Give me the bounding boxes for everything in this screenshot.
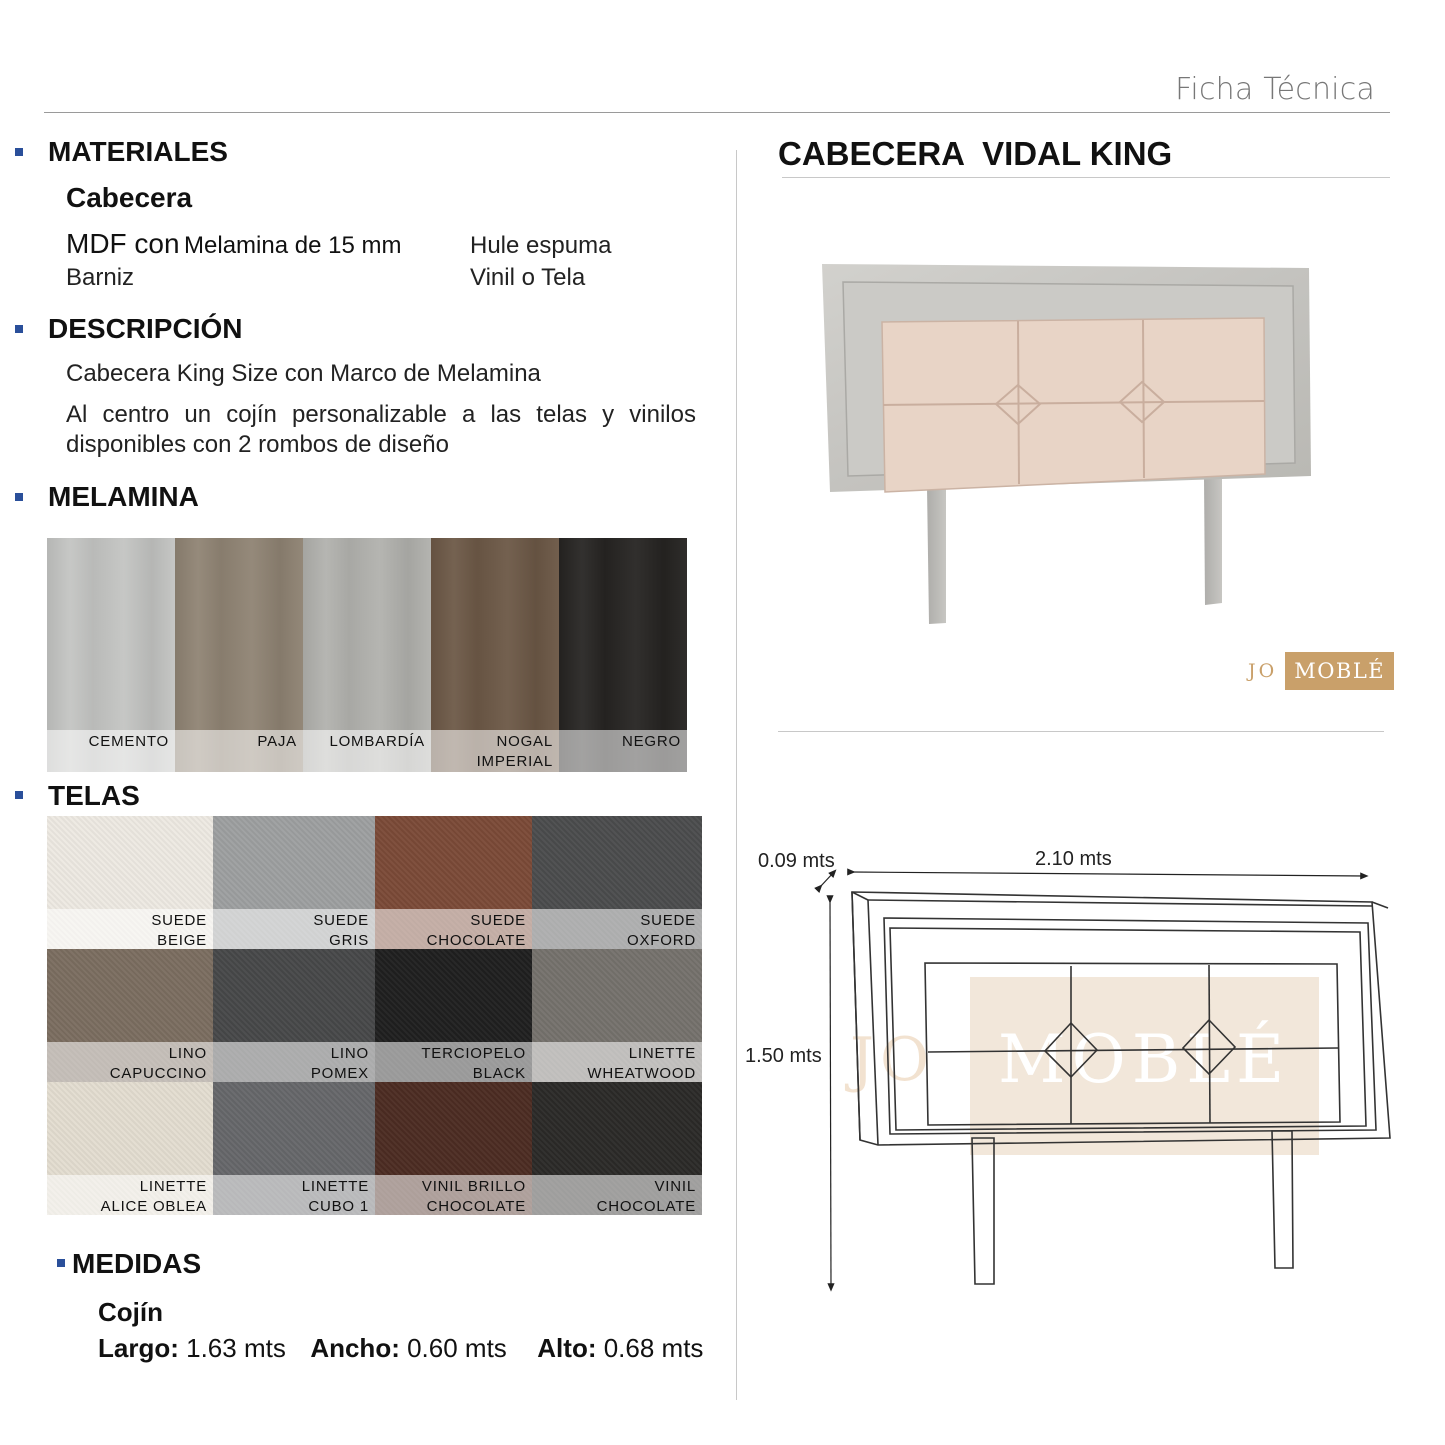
header-divider	[44, 112, 1390, 113]
melamina-label-line1: LOMBARDÍA	[329, 733, 425, 750]
tela-label-line1: SUEDE	[640, 912, 696, 929]
tela-label-line2: POMEX	[310, 1065, 369, 1082]
melamina-swatch-grid	[47, 538, 687, 772]
tela-swatch-label	[213, 1175, 375, 1215]
melamina-swatch-label	[559, 730, 687, 772]
materiales-subtitle: Cabecera	[66, 182, 193, 213]
section-title-descripcion: DESCRIPCIÓN	[48, 313, 243, 344]
tela-label-line2: BEIGE	[157, 932, 207, 949]
melamina-swatch-label	[47, 730, 175, 772]
tela-swatch-label	[47, 1042, 213, 1082]
height-arrow	[830, 900, 831, 1288]
section-title-materiales: MATERIALES	[48, 136, 228, 167]
tela-label-line1: LINO	[330, 1045, 369, 1062]
largo-value: 1.63 mts	[186, 1333, 286, 1363]
headboard-leg-right	[1204, 476, 1222, 605]
section-title-melamina: MELAMINA	[48, 481, 199, 512]
tela-label-line1: SUEDE	[151, 912, 207, 929]
tela-label-line1: SUEDE	[470, 912, 526, 929]
materiales-line2: Barniz	[66, 264, 135, 291]
tela-label-line2: GRIS	[329, 932, 369, 949]
tela-swatch-label	[47, 1175, 213, 1215]
tela-label-line2: CHOCOLATE	[426, 1198, 526, 1215]
descripcion-line1: Cabecera King Size con Marco de Melamina	[66, 360, 541, 387]
bullet-icon	[15, 493, 23, 501]
dimension-diagram	[740, 830, 1400, 1300]
tela-label-line2: ALICE OBLEA	[100, 1198, 207, 1215]
tela-label-line1: LINETTE	[139, 1178, 207, 1195]
page-title: Ficha Técnica	[1175, 72, 1375, 107]
tela-label-line2: BLACK	[472, 1065, 526, 1082]
largo-label: Largo:	[98, 1333, 179, 1363]
melamina-swatch-label	[175, 730, 303, 772]
depth-label: 0.09 mts	[758, 850, 835, 872]
tela-label-line1: LINETTE	[628, 1045, 696, 1062]
ancho-value: 0.60 mts	[407, 1333, 507, 1363]
tela-swatch	[213, 816, 375, 949]
tela-swatch-label	[47, 909, 213, 949]
materiales-line1	[66, 228, 401, 260]
tela-swatch-label	[532, 1175, 702, 1215]
melamina-label-line1: CEMENTO	[88, 733, 169, 750]
product-title-divider	[782, 177, 1390, 178]
melamina-swatch-label	[303, 730, 431, 772]
tela-label-line1: LINETTE	[301, 1178, 369, 1195]
tela-swatch-label	[375, 1042, 532, 1082]
tela-label-line2: CHOCOLATE	[426, 932, 526, 949]
tela-swatch	[47, 816, 213, 949]
tela-label-line2: WHEATWOOD	[587, 1065, 696, 1082]
section-title-telas: TELAS	[48, 780, 140, 811]
tela-label-line2: CHOCOLATE	[596, 1198, 696, 1215]
headboard-leg-left	[927, 486, 946, 624]
logo-moble: MOBLÉ	[1285, 652, 1394, 690]
tela-label-line1: LINO	[168, 1045, 207, 1062]
telas-swatch-grid	[47, 816, 702, 1216]
headboard-product-image	[815, 258, 1315, 628]
tela-label-line1: VINIL	[654, 1178, 696, 1195]
alto-value: 0.68 mts	[603, 1333, 704, 1363]
tela-swatch	[375, 1082, 532, 1215]
tela-swatch-label	[213, 909, 375, 949]
tela-label-line2: CAPUCCINO	[109, 1065, 207, 1082]
melamina-label-line1: NOGAL	[496, 733, 553, 750]
tela-label-line1: VINIL BRILLO	[421, 1178, 526, 1195]
melamina-swatch	[303, 538, 431, 772]
column-divider	[736, 150, 737, 1400]
depth-arrow	[820, 872, 834, 887]
melamina-swatch-label	[431, 730, 559, 772]
bullet-icon	[57, 1259, 65, 1267]
melamina-swatch	[175, 538, 303, 772]
tela-swatch-label	[532, 1042, 702, 1082]
watermark-jo: JO	[850, 1025, 936, 1095]
brand-logo	[1248, 651, 1394, 691]
tela-swatch-label	[532, 909, 702, 949]
tela-swatch	[532, 1082, 702, 1215]
materiales-col2-line1: Hule espuma	[470, 232, 612, 259]
melamina-label-line2: IMPERIAL	[476, 753, 553, 770]
tela-swatch	[532, 816, 702, 949]
tela-swatch	[47, 1082, 213, 1215]
melamina-label-line1: NEGRO	[621, 733, 681, 750]
section-title-medidas: MEDIDAS	[72, 1248, 202, 1279]
height-label: 1.50 mts	[745, 1045, 822, 1067]
bullet-icon	[15, 148, 23, 156]
bullet-icon	[15, 325, 23, 333]
tela-label-line1: TERCIOPELO	[421, 1045, 526, 1062]
materiales-line1-b: Melamina de 15 mm	[184, 232, 402, 259]
logo-jo: JO	[1248, 660, 1278, 682]
tela-swatch-label	[375, 909, 532, 949]
materiales-line1-a: MDF con	[66, 228, 180, 259]
melamina-swatch	[559, 538, 687, 772]
image-divider	[778, 731, 1384, 732]
tela-label-line2: OXFORD	[627, 932, 696, 949]
tela-swatch	[532, 949, 702, 1082]
tela-label-line1: SUEDE	[313, 912, 369, 929]
product-title: CABECERA VIDAL KING	[778, 135, 1173, 172]
tela-swatch	[213, 1082, 375, 1215]
tela-swatch	[213, 949, 375, 1082]
bullet-icon	[15, 791, 23, 799]
tela-swatch-label	[213, 1042, 375, 1082]
descripcion-line2: Al centro un cojín personalizable a las telas y vinilos	[66, 401, 696, 428]
tela-label-line2: CUBO 1	[308, 1198, 369, 1215]
tela-swatch	[47, 949, 213, 1082]
alto-label: Alto:	[537, 1333, 597, 1363]
ancho-label: Ancho:	[310, 1333, 400, 1363]
tela-swatch-label	[375, 1175, 532, 1215]
melamina-label-line1: PAJA	[257, 733, 297, 750]
tela-swatch	[375, 949, 532, 1082]
melamina-swatch	[47, 538, 175, 772]
watermark-moble: MOBLÉ	[998, 1021, 1291, 1098]
materiales-col2-line2: Vinil o Tela	[470, 264, 586, 291]
width-arrow	[852, 872, 1365, 876]
width-label: 2.10 mts	[1035, 848, 1112, 870]
melamina-swatch	[431, 538, 559, 772]
tela-swatch	[375, 816, 532, 949]
descripcion-line3: disponibles con 2 rombos de diseño	[66, 431, 449, 458]
medidas-values	[98, 1333, 703, 1364]
medidas-subtitle: Cojín	[98, 1297, 163, 1327]
